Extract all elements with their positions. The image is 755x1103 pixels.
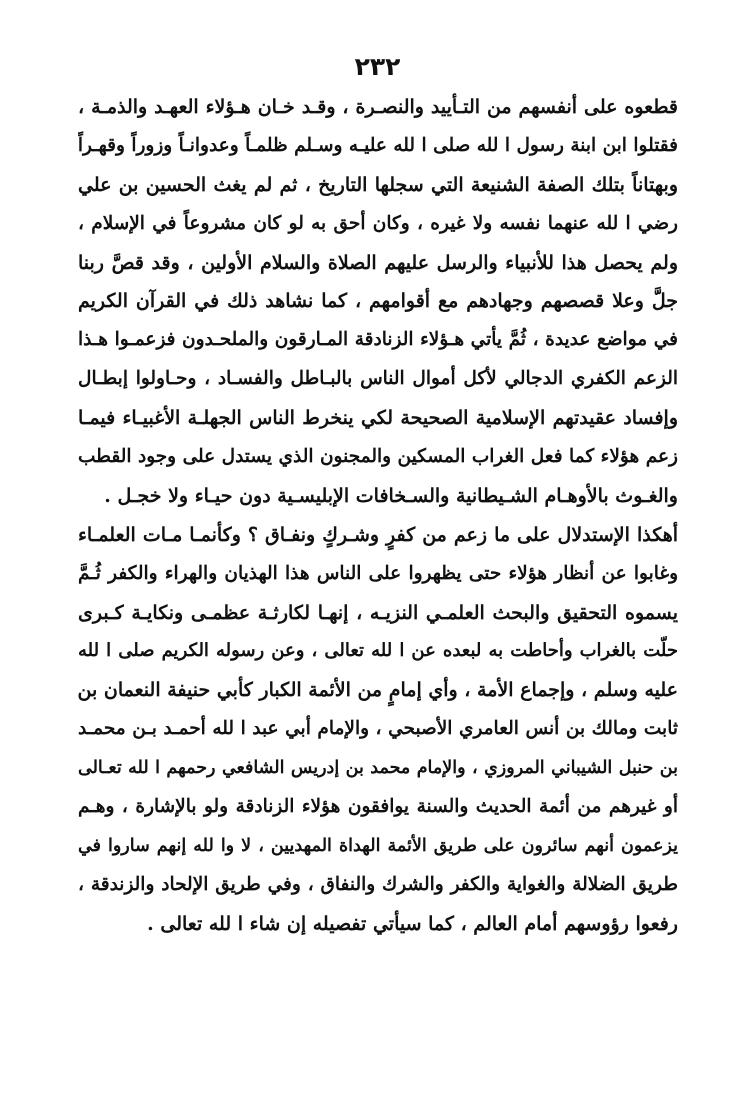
text-line: فقتلوا ابن ابنة رسول ا لله صلى ا لله عليـه وسـلم ظلمـاً وعدوانـاً وزوراً وقهـراً <box>78 134 678 156</box>
text-line: يزعمون أنهم سائرون على طريق الأئمة الهداة المهديين ، لا وا لله إنهم ساروا في <box>78 835 678 856</box>
text-line: ثابت ومالك بن أنس العامري الأصبحي ، والإمام أبي عبد ا لله أحمـد بـن محمـد <box>78 718 678 740</box>
text-line: رفعوا رؤوسهم أمام العالم ، كما سيأتي تفصيله إن شاء ا لله تعالى . <box>147 912 678 935</box>
text-line: الزعم الكفري الدجالي لأكل أموال الناس بالبـاطل والفسـاد ، وحـاولوا إبطـال <box>78 368 678 390</box>
text-line: عليه وسلم ، وإجماع الأمة ، وأي إمامٍ من الأئمة الكبار كأبي حنيفة النعمان بن <box>78 679 678 702</box>
text-line: يسموه التحقيق والبحث العلمـي النزيـه ، إنهـا لكارثـة عظمـى ونكايـة كـبرى <box>78 601 678 624</box>
body-text <box>78 88 678 944</box>
text-line: وبهتاناً بتلك الصفة الشنيعة التي سجلها التاريخ ، ثم لم يغث الحسين بن علي <box>78 173 678 196</box>
text-line: بن حنبل الشيباني المروزي ، والإمام محمد بن إدريس الشافعي رحمهم ا لله تعـالى <box>78 758 678 779</box>
text-line: قطعوه على أنفسهم من التـأييد والنصـرة ، وقـد خـان هـؤلاء العهـد والذمـة ، <box>78 96 678 118</box>
text-line: حلّت بالغراب وأحاطت به لبعده عن ا لله تعالى ، وعن رسوله الكريم صلى ا لله <box>78 640 678 662</box>
text-line: جلَّ وعلا قصصهم وجهادهم مع أقوامهم ، كما نشاهد ذلك في القرآن الكريم <box>78 290 678 313</box>
text-line: وغابوا عن أنظار هؤلاء حتى يظهروا على الناس هذا الهذيان والهراء والكفر ثُـمَّ <box>78 562 678 584</box>
text-line: والغـوث بالأوهـام الشـيطانية والسـخافات الإبليسـية دون حيـاء ولا خجـل . <box>104 484 678 507</box>
text-line: في مواضع عديدة ، ثُمَّ يأتي هـؤلاء الزنادقة المـارقون والملحـدون فزعمـوا هـذا <box>78 329 678 351</box>
text-line: وإفساد عقيدتهم الإسلامية الصحيحة لكي ينخرط الناس الجهلـة الأغبيـاء فيمـا <box>78 407 678 430</box>
text-line: ولم يحصل هذا للأنبياء والرسل عليهم الصلاة والسلام الأولين ، وقد قصَّ ربنا <box>78 251 678 274</box>
text-line: أهكذا الإستدلال على ما زعم من كفرٍ وشـركٍ ونفـاق ؟ وكأنمـا مـات العلمـاء <box>78 523 678 546</box>
page-number: ٢٣٢ <box>354 52 401 81</box>
text-line: طريق الضلالة والغواية والكفر والشرك والنفاق ، وفي طريق الإلحاد والزندقة ، <box>78 873 678 895</box>
text-line: زعم هؤلاء كما فعل الغراب المسكين والمجنون الذي يستدل على وجود القطب <box>78 446 678 468</box>
text-line: أو غيرهم من أئمة الحديث والسنة يوافقون هؤلاء الزنادقة ولو بالإشارة ، وهـم <box>78 796 678 818</box>
text-line: رضي ا لله عنهما نفسه ولا غيره ، وكان أحق به لو كان مشروعاً في الإسلام ، <box>78 212 678 234</box>
